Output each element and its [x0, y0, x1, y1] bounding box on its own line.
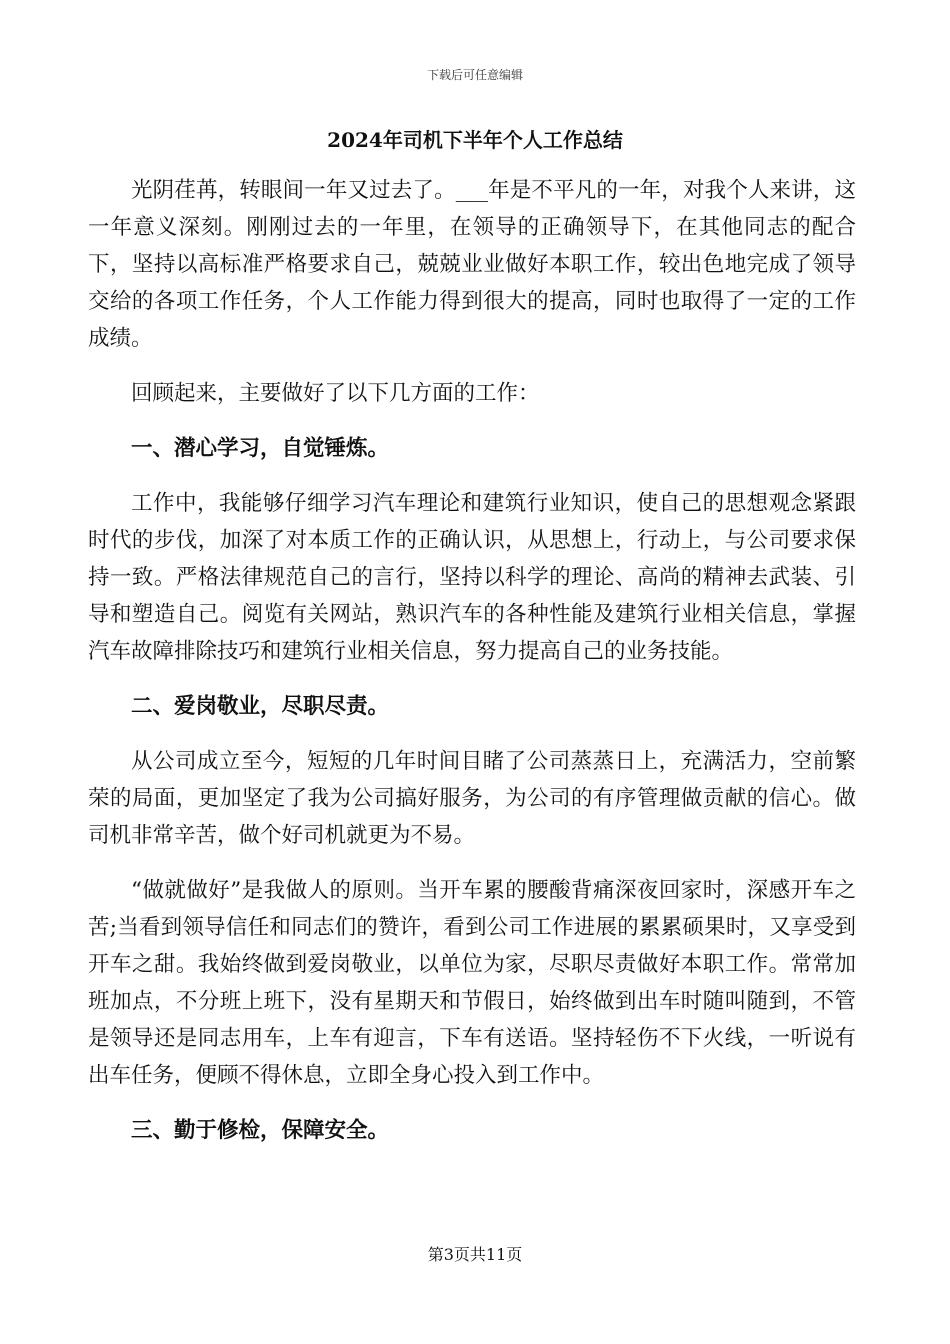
paragraph-intro: 光阴荏苒，转眼间一年又过去了。___年是不平凡的一年，对我个人来讲，这一年意义深刻。刚刚过去的一年里，在领导的正确领导下，在其他同志的配合下，坚持以高标准严格要求自己，兢兢业业做好本职工作，较出色地完成了领导交给的各项工作任务，个人工作能力得到很大的提高，同时也取得了一定的工作成绩。 — [88, 178, 856, 351]
section-heading-1: 一、潜心学习，自觉锤炼。 — [131, 436, 390, 461]
paragraph-section-1: 工作中，我能够仔细学习汽车理论和建筑行业知识，使自己的思想观念紧跟时代的步伐，加深了对本质工作的正确认识，从思想上，行动上，与公司要求保持一致。严格法律规范自己的言行，坚持以科学的理论、高尚的精神去武装、引导和塑造自己。阅览有关网站，熟识汽车的各种性能及建筑行业相关信息，掌握汽车故障排除技巧和建筑行业相关信息，努力提高自己的业务技能。 — [88, 491, 856, 664]
document-body — [88, 172, 856, 1167]
section-heading-2: 二、爱岗敬业，尽职尽责。 — [131, 694, 390, 719]
document-title: 2024年司机下半年个人工作总结 — [327, 128, 623, 152]
page-header: 下载后可任意编辑 — [426, 68, 523, 82]
paragraph-section-2b: “做就做好”是我做人的原则。当开车累的腰酸背痛深夜回家时，深感开车之苦;当看到领导信任和同志们的赞许，看到公司工作进展的累累硕果时，又享受到开车之甜。我始终做到爱岗敬业，以单位为家，尽职尽责做好本职工作。常常加班加点，不分班上班下，没有星期天和节假日，始终做到出车时随叫随到，不管是领导还是同志用车，上车有迎言，下车有送语。坚持轻伤不下火线，一听说有出车任务，便顾不得休息，立即全身心投入到工作中。 — [88, 878, 856, 1088]
paragraph-overview: 回顾起来，主要做好了以下几方面的工作： — [131, 381, 540, 406]
paragraph-section-2a: 从公司成立至今，短短的几年时间目睹了公司蒸蒸日上，充满活力，空前繁荣的局面，更加坚定了我为公司搞好服务，为公司的有序管理做贡献的信心。做司机非常辛苦，做个好司机就更为不易。 — [88, 749, 856, 848]
section-heading-3: 三、勤于修检，保障安全。 — [131, 1118, 390, 1143]
page-number: 第3页共11页 — [427, 1245, 523, 1264]
